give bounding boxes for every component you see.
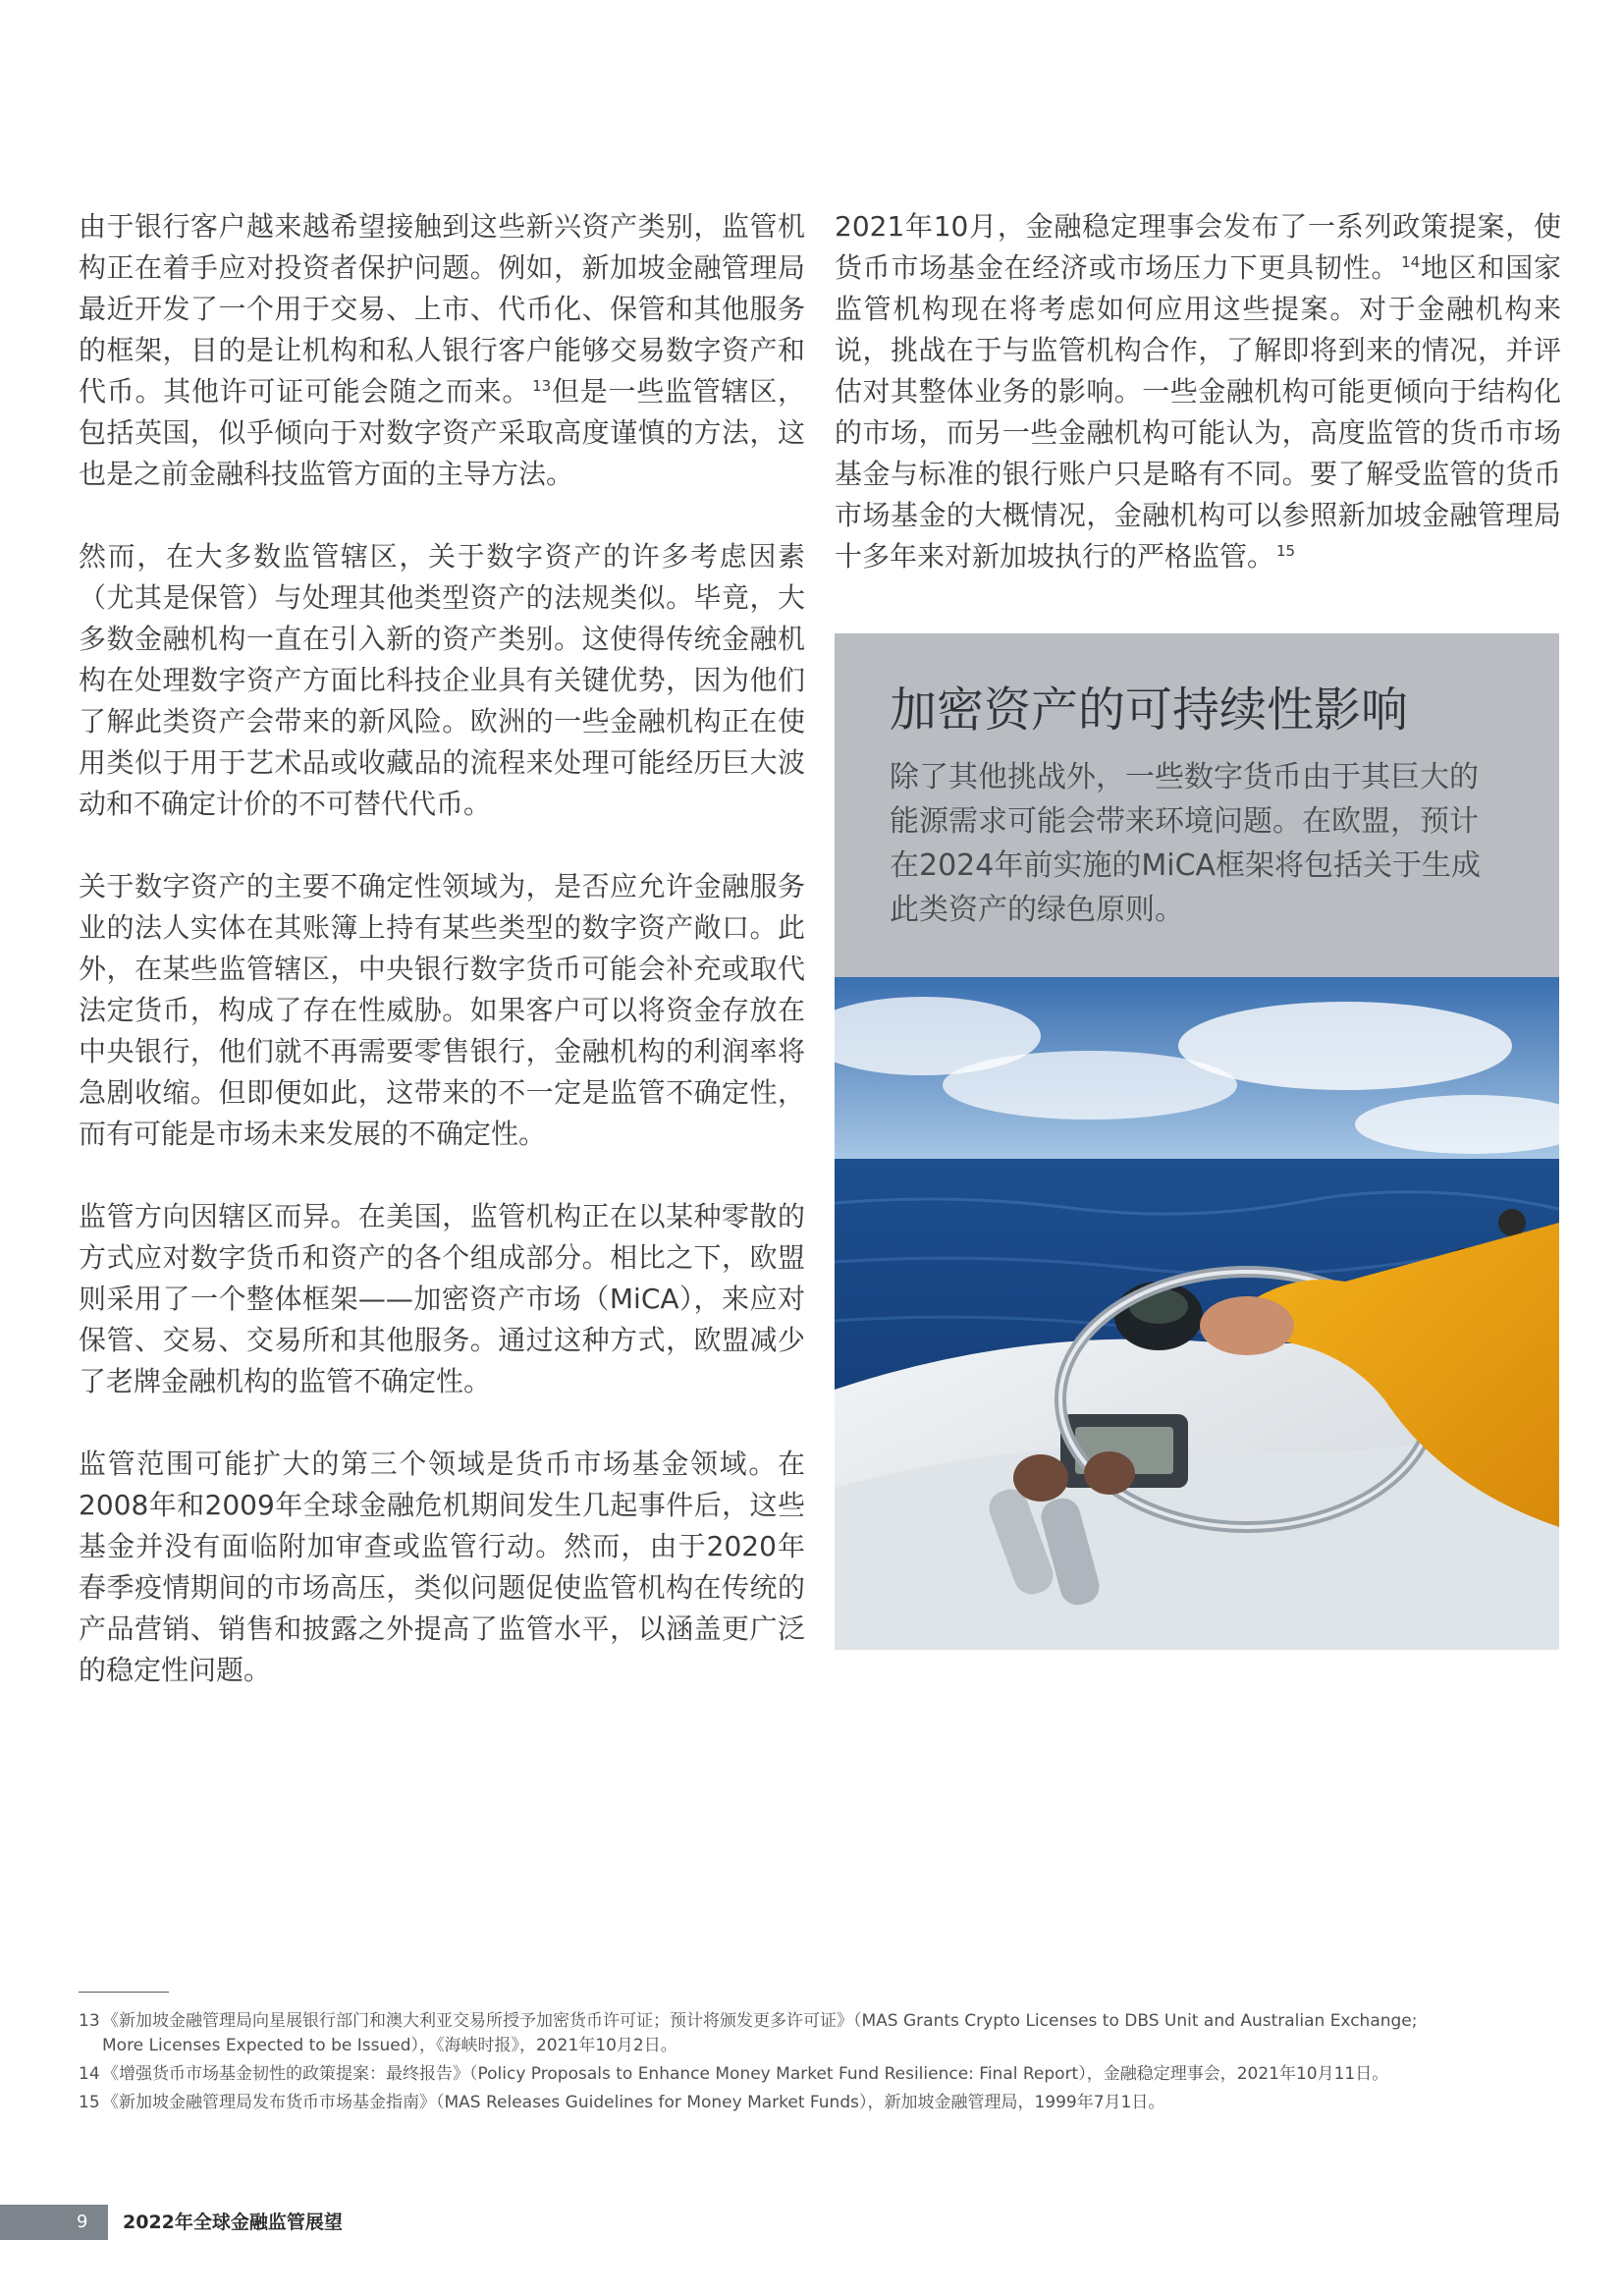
footnote-15: 15 《新加坡金融管理局发布货币市场基金指南》（MAS Releases Guidelines for Money Market Funds），新加坡金融管理局，1999年7月1日。 — [79, 2093, 1165, 2112]
paragraph: 然而，在大多数监管辖区，关于数字资产的许多考虑因素（尤其是保管）与处理其他类型资产的法规类似。毕竟，大多数金融机构一直在引入新的资产类别。这使得传统金融机构在处理数字资产方面比科技企业具有关键优势，因为他们了解此类资产会带来的新风险。欧洲的一些金融机构正在使用类似于用于艺术品或收藏品的流程来处理可能经历巨大波动和不确定计价的不可替代代币。 — [79, 540, 805, 820]
paragraph: 监管方向因辖区而异。在美国，监管机构正在以某种零散的方式应对数字货币和资产的各个组成部分。相比之下，欧盟则采用了一个整体框架——加密资产市场（MiCA），来应对保管、交易、交易所和其他服务。通过这种方式，欧盟减少了老牌金融机构的监管不确定性。 — [79, 1200, 805, 1397]
footnote-ref[interactable]: 14 — [1401, 253, 1421, 271]
left-column — [79, 206, 805, 1732]
boat-helm-photo — [835, 977, 1559, 1650]
sidebar-callout — [835, 633, 1559, 977]
callout-body: 除了其他挑战外，一些数字货币由于其巨大的能源需求可能会带来环境问题。在欧盟，预计在2024年前实施的MiCA框架将包括关于生成此类资产的绿色原则。 — [890, 760, 1482, 927]
footnote-ref[interactable]: 15 — [1276, 542, 1296, 560]
footnote-ref[interactable]: 13 — [532, 377, 552, 395]
footer-title: 2022年全球金融监管展望 — [123, 2212, 343, 2233]
page-number: 9 — [77, 2212, 88, 2232]
photo-illustration — [835, 977, 1559, 1650]
paragraph: 关于数字资产的主要不确定性领域为，是否应允许金融服务业的法人实体在其账簿上持有某些类型的数字资产敞口。此外，在某些监管辖区，中央银行数字货币可能会补充或取代法定货币，构成了存在性威胁。如果客户可以将资金存放在中央银行，他们就不再需要零售银行，金融机构的利润率将急剧收缩。但即便如此，这带来的不一定是监管不确定性，而有可能是市场未来发展的不确定性。 — [79, 870, 805, 1150]
paragraph: 2021年10月，金融稳定理事会发布了一系列政策提案，使货币市场基金在经济或市场压力下更具韧性。 $^{14}$地区和国家监管机构现在将考虑如何应用这些提案。对于金融机构来说，挑战在于与监管机构合作，了解即将到来的情况，并评估对其整体业务的影响。一些金融机构可能更倾向于结构化的市场，而另一些金融机构可能认为，高度监管的货币市场基金与标准的银行账户只是略有不同。要了解受监管的货币市场基金的大概情况，金融机构可以参照新加坡金融管理局十多年来对新加坡执行的严格监管。 $^{15}$ — [835, 210, 1561, 573]
footnote-14: 14 《增强货币市场基金韧性的政策提案：最终报告》（Policy Proposals to Enhance Money Market Fund Resilience: Final Report），金融稳定理事会，2021年10月11日。 — [79, 2064, 1389, 2084]
callout-title: 加密资产的可持续性影响 — [890, 683, 1409, 738]
footer-page-bar — [0, 2205, 108, 2240]
footnote-divider — [79, 1992, 169, 1993]
paragraph: 由于银行客户越来越希望接触到这些新兴资产类别，监管机构正在着手应对投资者保护问题。例如，新加坡金融管理局最近开发了一个用于交易、上市、代币化、保管和其他服务的框架，目的是让机构和私人银行客户能够交易数字资产和代币。其他许可证可能会随之而来。 $^{13}$但是一些监管辖区，包括英国，似乎倾向于对数字资产采取高度谨慎的方法，这也是之前金融科技监管方面的主导方法。 — [79, 210, 805, 490]
paragraph: 监管范围可能扩大的第三个领域是货币市场基金领域。在2008年和2009年全球金融危机期间发生几起事件后，这些基金并没有面临附加审查或监管行动。然而，由于2020年春季疫情期间的市场高压，类似问题促使监管机构在传统的产品营销、销售和披露之外提高了监管水平，以涵盖更广泛的稳定性问题。 — [79, 1448, 805, 1686]
right-column — [835, 206, 1561, 619]
footnote-13: 13 《新加坡金融管理局向星展银行部门和澳大利亚交易所授予加密货币许可证；预计将颁发更多许可证》（MAS Grants Crypto Licenses to DBS Unit and Australian Exchange; More Licenses Expected to be Issued），《海峡时报》，2021年10月2日。 — [79, 2011, 1418, 2055]
footnotes — [79, 2009, 1561, 2119]
